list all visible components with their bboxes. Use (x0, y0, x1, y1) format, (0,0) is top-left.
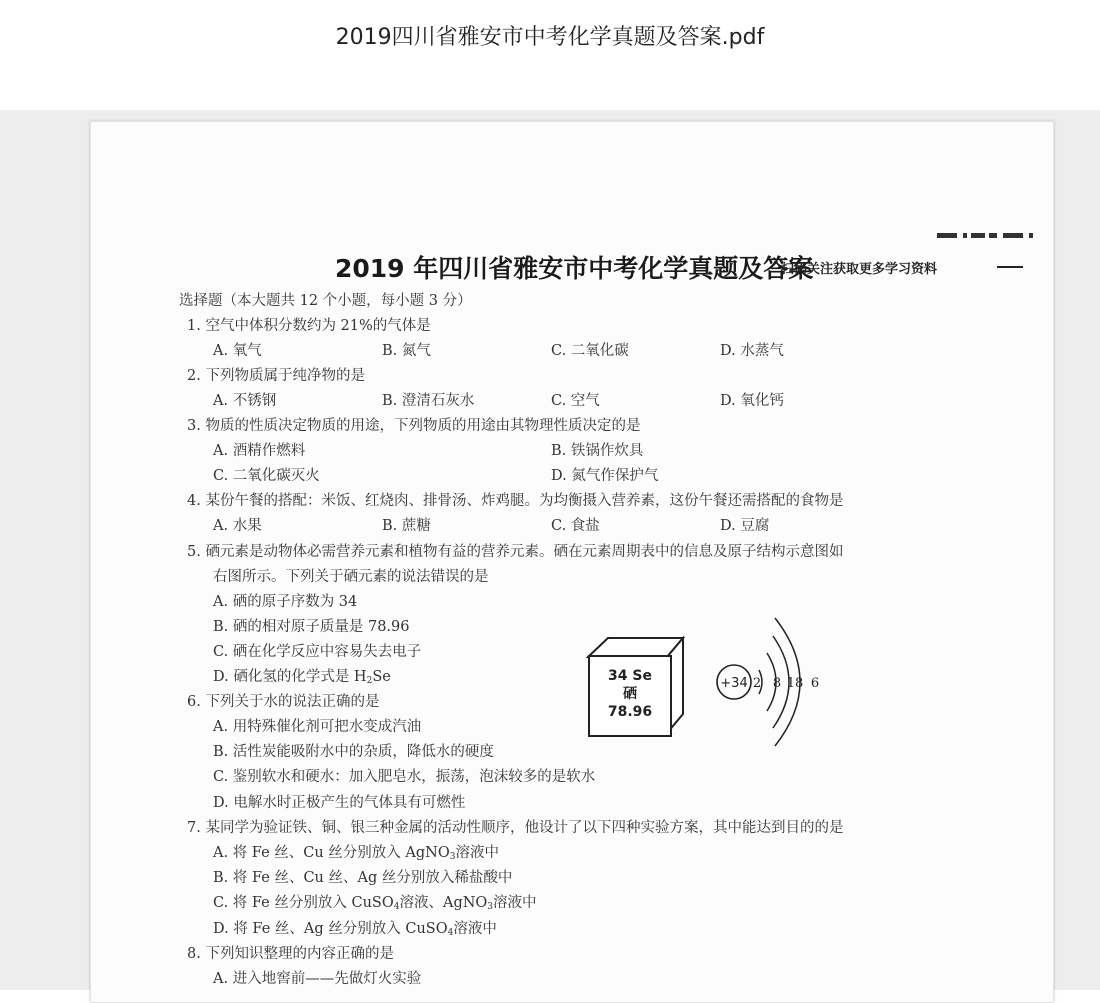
q4-stem: 4. 某份午餐的搭配：米饭、红烧肉、排骨汤、炸鸡腿。为均衡摄入营养素，这份午餐还需搭配的食物是 (187, 493, 844, 509)
subscript: 3 (487, 902, 494, 912)
q2-option-a: A. 不锈钢 (213, 393, 277, 409)
q7-option-c-tail: 溶液中 (493, 895, 537, 911)
q3-stem: 3. 物质的性质决定物质的用途，下列物质的用途由其物理性质决定的是 (187, 418, 641, 434)
q7-option-b: B. 将 Fe 丝、Cu 丝、Ag 丝分别放入稀盐酸中 (213, 870, 513, 886)
element-mass: 78.96 (607, 704, 653, 720)
q1-option-b: B. 氮气 (382, 343, 431, 359)
element-name: 硒 (623, 686, 637, 702)
nucleus-charge: +34 (720, 676, 748, 691)
section-heading: 选择题（本大题共 12 个小题，每小题 3 分） (179, 293, 472, 309)
q3-option-a: A. 酒精作燃料 (213, 443, 306, 459)
document-title: 2019四川省雅安市中考化学真题及答案.pdf (335, 25, 765, 50)
q1-option-c: C. 二氧化碳 (551, 343, 629, 359)
q3-option-b: B. 铁锅作炊具 (551, 443, 644, 459)
q2-option-c: C. 空气 (551, 393, 600, 409)
q7-option-a (213, 843, 499, 867)
subscript: 2 (366, 676, 373, 686)
q6-option-a: A. 用特殊催化剂可把水变成汽油 (213, 719, 422, 735)
atom-structure-diagram (711, 610, 831, 760)
corner-mark (937, 233, 1033, 238)
q6-option-b: B. 活性炭能吸附水中的杂质，降低水的硬度 (213, 744, 494, 760)
q7-option-c-text: C. 将 Fe 丝分别放入 CuSO (213, 895, 394, 911)
q6-option-d: D. 电解水时正极产生的气体具有可燃性 (213, 795, 466, 811)
q5-option-b: B. 硒的相对原子质量是 78.96 (213, 619, 410, 635)
q7-option-c-mid: 溶液、AgNO (399, 895, 488, 911)
shell-count-2: 8 (772, 676, 782, 691)
q8-stem: 8. 下列知识整理的内容正确的是 (187, 946, 394, 962)
q5-option-d-tail: Se (372, 669, 391, 685)
q4-option-a: A. 水果 (213, 518, 262, 534)
paper-title: 2019 年四川省雅安市中考化学真题及答案 (335, 254, 814, 283)
q3-option-d: D. 氮气作保护气 (551, 468, 659, 484)
viewer-header (0, 0, 1100, 110)
element-number-symbol: 34 Se (608, 668, 652, 684)
q7-stem: 7. 某同学为验证铁、铜、银三种金属的活动性顺序，他设计了以下四种实验方案，其中能达到目的的是 (187, 820, 844, 836)
q5-option-d (213, 667, 391, 691)
q4-option-c: C. 食盐 (551, 518, 600, 534)
q3-option-c: C. 二氧化碳灭火 (213, 468, 320, 484)
q1-option-a: A. 氧气 (213, 343, 262, 359)
q6-stem: 6. 下列关于水的说法正确的是 (187, 694, 380, 710)
q5-stem-line1: 5. 硒元素是动物体必需营养元素和植物有益的营养元素。硒在元素周期表中的信息及原子结构示意图如 (187, 544, 844, 560)
subscript: 4 (447, 928, 454, 938)
q5-option-c: C. 硒在化学反应中容易失去电子 (213, 644, 422, 660)
watermark-text: 扫码关注获取更多学习资料 (781, 262, 938, 277)
q1-option-d: D. 水蒸气 (720, 343, 784, 359)
element-card (588, 655, 672, 737)
shell-count-1: 2 (752, 676, 762, 691)
q1-stem: 1. 空气中体积分数约为 21%的气体是 (187, 318, 431, 334)
q7-option-d (213, 919, 497, 943)
q6-option-c: C. 鉴别软水和硬水：加入肥皂水，振荡，泡沫较多的是软水 (213, 769, 596, 785)
q5-stem-line2: 右图所示。下列关于硒元素的说法错误的是 (213, 569, 489, 585)
q8-option-a: A. 进入地窖前——先做灯火实验 (213, 971, 422, 987)
watermark-dash (997, 266, 1023, 268)
q4-option-b: B. 蔗糖 (382, 518, 431, 534)
q7-option-a-text: A. 将 Fe 丝、Cu 丝分别放入 AgNO (213, 845, 450, 861)
q7-option-c (213, 893, 537, 917)
q2-option-d: D. 氧化钙 (720, 393, 784, 409)
subscript: 3 (449, 852, 456, 862)
q7-option-a-tail: 溶液中 (455, 845, 499, 861)
q7-option-d-text: D. 将 Fe 丝、Ag 丝分别放入 CuSO (213, 921, 448, 937)
subscript: 4 (393, 902, 400, 912)
shell-count-4: 6 (810, 676, 820, 691)
q5-option-d-text: D. 硒化氢的化学式是 H (213, 669, 367, 685)
q4-option-d: D. 豆腐 (720, 518, 770, 534)
q2-option-b: B. 澄清石灰水 (382, 393, 475, 409)
pdf-page[interactable] (90, 121, 1054, 1003)
shell-count-3: 18 (786, 676, 804, 691)
q2-stem: 2. 下列物质属于纯净物的是 (187, 368, 365, 384)
q7-option-d-tail: 溶液中 (453, 921, 497, 937)
q5-option-a: A. 硒的原子序数为 34 (213, 594, 358, 610)
